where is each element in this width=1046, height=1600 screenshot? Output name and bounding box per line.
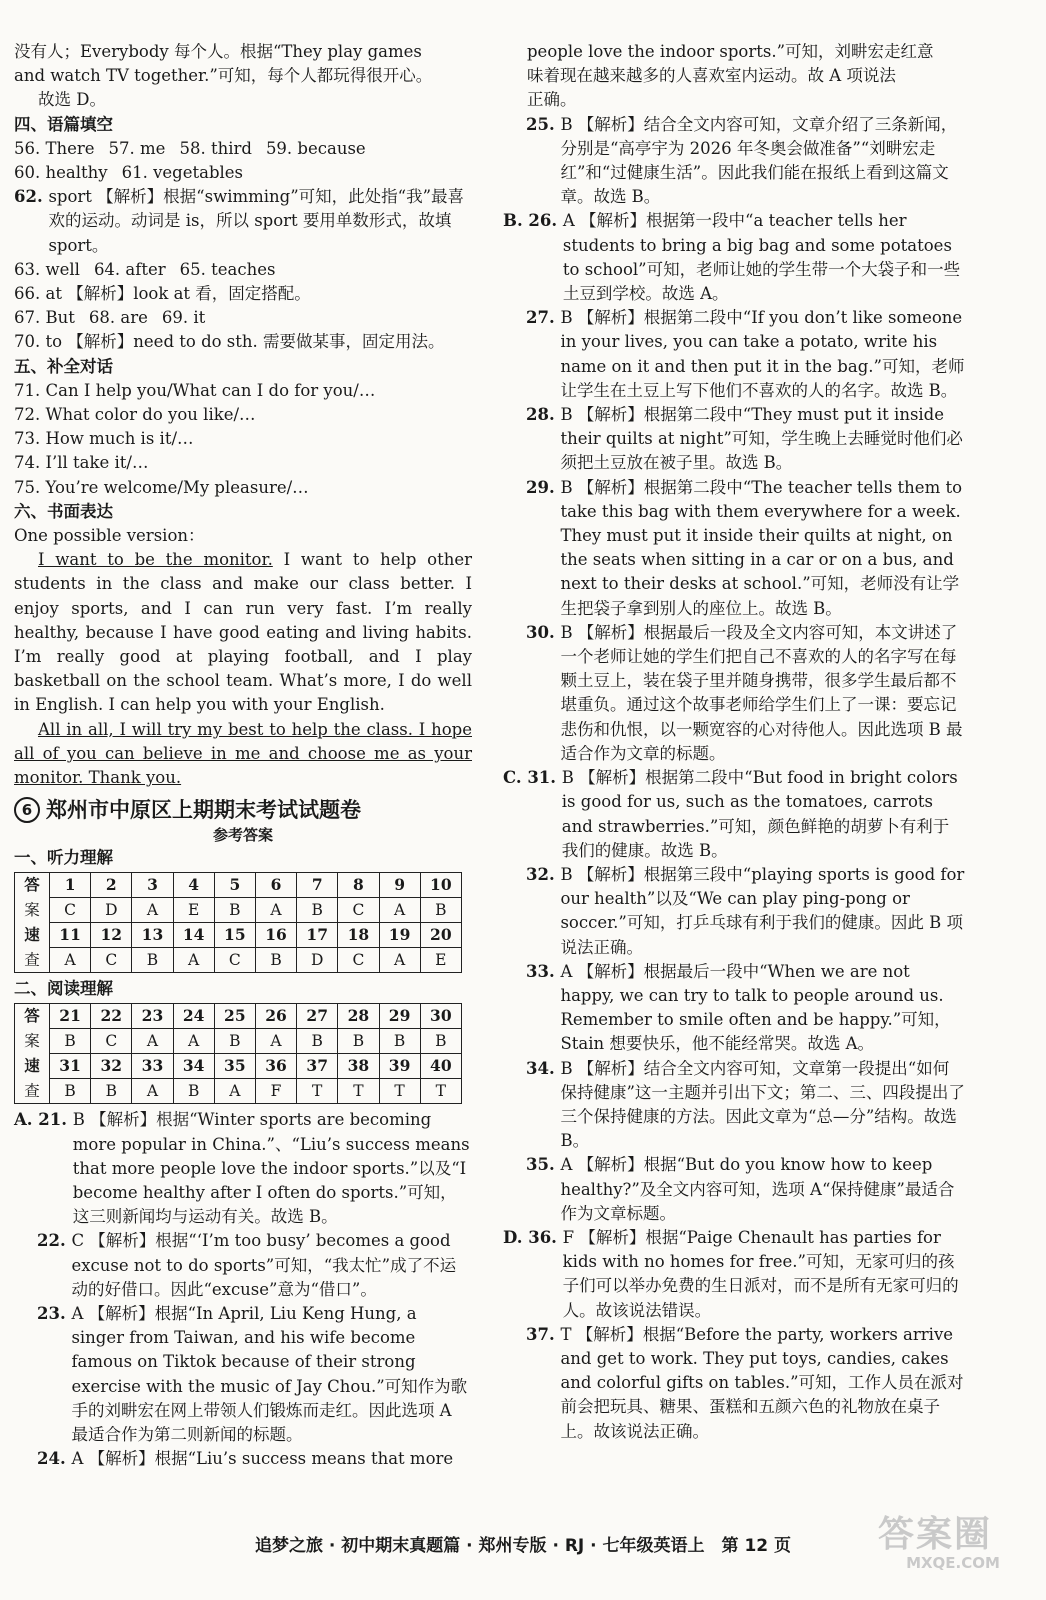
- answer-item: [503, 1323, 965, 1444]
- table-cell: B: [132, 948, 173, 973]
- answer-item: [14, 1108, 472, 1229]
- answer-row: [14, 306, 472, 330]
- table-cell: 10: [420, 872, 461, 897]
- item-text: C 【解析】根据“‘I’m too busy’ becomes a good excuse not to do sports”可知，“我太忙”成了不运动的好借口。因此“excuse”意为“借口”。: [71, 1231, 457, 1299]
- item-number: B. 26.: [503, 211, 563, 231]
- listening-answer-table: [14, 872, 462, 974]
- answer-item: [14, 1447, 472, 1471]
- table-cell: T: [379, 1079, 420, 1104]
- table-cell: B: [50, 1079, 91, 1104]
- dialogue-answer: 71. Can I help you/What can I do for you/…: [14, 380, 376, 400]
- table-cell: 22: [91, 1003, 132, 1028]
- watermark-url: MXQE.COM: [906, 1554, 1000, 1572]
- answer-item: 66. at 【解析】look at 看，固定搭配。: [14, 284, 311, 304]
- answer-item: [503, 1226, 965, 1323]
- table-cell: F: [255, 1079, 296, 1104]
- table-cell: 26: [255, 1003, 296, 1028]
- table-side-label: 答: [15, 872, 50, 897]
- table-cell: 9: [379, 872, 420, 897]
- table-cell: C: [338, 948, 379, 973]
- item-text: A 【解析】根据第一段中“a teacher tells her students to bring a big bag and some potatoes to school”可知，老师让她的学生带一个大袋子和一些土豆到学校。故选 A。: [562, 211, 961, 304]
- answer: 58. third: [179, 138, 252, 158]
- item-text: B 【解析】根据第二段中“They must put it inside their quilts at night”可知，学生晚上去睡觉时他们必须把土豆放在被子里。故选 B。: [560, 405, 963, 473]
- left-column: [14, 40, 472, 1471]
- intro-line: 没有人；Everybody 每个人。根据“They play games: [14, 42, 422, 61]
- table-cell: C: [214, 948, 255, 973]
- item-text: B 【解析】根据第二段中“If you don’t like someone in your lives, you can take a potato, write his name on it and then put it in the bag.”可知，老师让学生在土豆上写下他们不喜欢的人的名字。故选 B。: [560, 308, 965, 400]
- table-cell: T: [297, 1079, 338, 1104]
- section-title: 四、语篇填空: [14, 114, 113, 134]
- item-number: 29.: [503, 477, 561, 497]
- table-side-label: 答: [15, 1003, 50, 1028]
- table-cell: 1: [50, 872, 91, 897]
- table-cell: 15: [214, 922, 255, 947]
- table-cell: T: [338, 1079, 379, 1104]
- table-cell: B: [255, 948, 296, 973]
- paper-title-text: 郑州市中原区上期期末考试试题卷: [46, 798, 361, 823]
- table-cell: A: [255, 1028, 296, 1053]
- item-number: D. 36.: [503, 1227, 563, 1247]
- item-number: 24.: [14, 1449, 72, 1469]
- paper-title: [14, 796, 472, 824]
- table-cell: 18: [338, 922, 379, 947]
- dialogue-answer: 75. You’re welcome/My pleasure/…: [14, 477, 309, 497]
- item-text: B 【解析】根据“Winter sports are becoming more popular in China.”、“Liu’s success means that more people love the indoor sports.”以及“I become healthy after I often do sports.”可知，这三则新闻均与运动有关。故选 B。: [72, 1110, 470, 1227]
- table-cell: A: [173, 948, 214, 973]
- table-cell: 37: [297, 1053, 338, 1078]
- table-cell: A: [50, 948, 91, 973]
- item-number: 25.: [503, 114, 561, 134]
- table-cell: 8: [338, 872, 379, 897]
- answer: 65. teaches: [179, 259, 276, 279]
- item-text: A 【解析】根据最后一段中“When we are not happy, we can try to talk to people around us. Remember to smile often and be happy.”可知，Stain 想要快乐，他不能经常哭。故选 A。: [560, 961, 951, 1054]
- table-cell: 32: [91, 1053, 132, 1078]
- table-cell: B: [214, 897, 255, 922]
- table-cell: 31: [50, 1053, 91, 1078]
- intro-line: and watch TV together.”可知，每个人都玩得很开心。: [14, 66, 433, 86]
- table-cell: A: [132, 1079, 173, 1104]
- item-text: B 【解析】根据第三段中“playing sports is good for our health”以及“We can play ping-pong or soccer.”可知，打乒乓球有利于我们的健康。因此 B 项说法正确。: [560, 864, 965, 957]
- table-cell: D: [297, 948, 338, 973]
- table-cell: 35: [214, 1053, 255, 1078]
- table-cell: 28: [338, 1003, 379, 1028]
- item-number: 35.: [503, 1155, 561, 1175]
- continued-line: 味着现在越来越多的人喜欢室内运动。故 A 项说法: [527, 66, 896, 86]
- table-cell: B: [379, 1028, 420, 1053]
- table-cell: 40: [420, 1053, 461, 1078]
- intro-line: 故选 D。: [38, 90, 106, 110]
- table-cell: B: [420, 1028, 461, 1053]
- table-cell: B: [91, 1079, 132, 1104]
- table-cell: A: [132, 1028, 173, 1053]
- item-text: T 【解析】根据“Before the party, workers arrive and get to work. They put toys, candies, cakes and colorful gifts on tables.”可知，工作人员在派对前会把玩具、糖果、蛋糕和五颜六色的礼物放在桌子上。故该说法正确。: [560, 1324, 964, 1441]
- table-cell: B: [420, 897, 461, 922]
- answer-row: [14, 161, 472, 185]
- dialogue-answer: 73. How much is it/…: [14, 429, 194, 449]
- item-text: B 【解析】结合全文内容可知，文章第一段提出“如何保持健康”这一主题并引出下文；第二、三、四段提出了三个保持健康的方法。因此文章为“总—分”结构。故选 B。: [560, 1058, 965, 1151]
- table-cell: 29: [379, 1003, 420, 1028]
- item-number: A. 21.: [14, 1110, 73, 1130]
- answer-item: [14, 1302, 472, 1447]
- table-cell: 19: [379, 922, 420, 947]
- version-label: One possible version：: [14, 526, 205, 546]
- answer-subtitle: 参考答案: [212, 826, 273, 845]
- table-cell: E: [420, 948, 461, 973]
- watermark-text: 答案圈: [878, 1514, 993, 1555]
- answer-item: [503, 113, 965, 210]
- table-cell: C: [338, 897, 379, 922]
- table-cell: A: [379, 897, 420, 922]
- right-column: [503, 40, 965, 1444]
- item-number: 23.: [14, 1303, 72, 1323]
- table-cell: 38: [338, 1053, 379, 1078]
- section-title: 一、听力理解: [14, 848, 113, 868]
- table-cell: 39: [379, 1053, 420, 1078]
- table-cell: 30: [420, 1003, 461, 1028]
- table-cell: 20: [420, 922, 461, 947]
- table-cell: A: [214, 1079, 255, 1104]
- reading-answer-table: [14, 1003, 462, 1105]
- table-cell: B: [338, 1028, 379, 1053]
- continued-line: people love the indoor sports.”可知，刘畊宏走红意: [527, 42, 934, 61]
- watermark-logo: [878, 1515, 1028, 1585]
- table-cell: C: [91, 1028, 132, 1053]
- item-text: A 【解析】根据“In April, Liu Keng Hung, a singer from Taiwan, and his wife become famous on Tiktok because of their strong exercise with the music of Jay Chou.”可知作为歌手的刘畊宏在网上带领人们锻炼而走红。因此选项 A 最适合作为第二则新闻的标题。: [71, 1303, 468, 1444]
- answer-item: [503, 209, 965, 306]
- table-cell: A: [173, 1028, 214, 1053]
- table-cell: 5: [214, 872, 255, 897]
- section-title: 二、阅读理解: [14, 979, 113, 999]
- answer: 56. There: [14, 138, 95, 158]
- table-cell: 14: [173, 922, 214, 947]
- essay-underlined: I want to be the monitor.: [38, 550, 273, 570]
- item-text: B 【解析】根据第二段中“The teacher tells them to take this bag with them everywhere for a week. They must put it inside their quilts at night, on the seats when sitting in a car or on a bus, and next to their desks at school.”可知，老师没有让学生把袋子拿到别人的座位上。故选 B。: [560, 477, 963, 618]
- table-cell: 7: [297, 872, 338, 897]
- item-number: 27.: [503, 308, 561, 328]
- table-side-label: 查: [15, 948, 50, 973]
- table-side-label: 速: [15, 922, 50, 947]
- answer-item: [503, 403, 965, 476]
- item-number: C. 31.: [503, 768, 562, 788]
- table-cell: 36: [255, 1053, 296, 1078]
- table-cell: 12: [91, 922, 132, 947]
- answer: 69. it: [161, 308, 206, 328]
- answer-item: [503, 621, 965, 766]
- table-cell: 34: [173, 1053, 214, 1078]
- item-number: 37.: [503, 1324, 561, 1344]
- table-cell: 4: [173, 872, 214, 897]
- answer: 61. vegetables: [121, 163, 244, 183]
- answer-item: [14, 1229, 472, 1302]
- answer-item: 70. to 【解析】need to do sth. 需要做某事，固定用法。: [14, 332, 445, 352]
- table-cell: B: [50, 1028, 91, 1053]
- page-footer: 追梦之旅 · 初中期末真题篇 · 郑州专版 · RJ · 七年级英语上 第 12 页: [254, 1536, 792, 1556]
- table-side-label: 案: [15, 1028, 50, 1053]
- table-cell: 6: [255, 872, 296, 897]
- item-text: A 【解析】根据“But do you know how to keep healthy?”及全文内容可知，选项 A“保持健康”最适合作为文章标题。: [560, 1155, 955, 1223]
- answer-item: [503, 766, 965, 863]
- answer: 63. well: [14, 259, 80, 279]
- answer: 64. after: [93, 259, 166, 279]
- table-cell: C: [50, 897, 91, 922]
- answer-item: [503, 960, 965, 1057]
- table-cell: T: [420, 1079, 461, 1104]
- table-cell: B: [214, 1028, 255, 1053]
- essay-text: I want to help other students in the class and make our class better. I enjoy sports, and I can run very fast. I’m really healthy, because I have good eating and living habits. I’m really good at playing football, and I play basketball on the school team. What’s more, I do well in English. I can help you with your English.: [14, 550, 472, 715]
- paper-number: 6: [14, 797, 40, 823]
- table-cell: 27: [297, 1003, 338, 1028]
- table-cell: C: [91, 948, 132, 973]
- item-number: 32.: [503, 864, 561, 884]
- table-side-label: 查: [15, 1079, 50, 1104]
- table-cell: A: [132, 897, 173, 922]
- table-cell: A: [379, 948, 420, 973]
- answer: 59. because: [265, 138, 366, 158]
- table-cell: B: [297, 897, 338, 922]
- item-text: B 【解析】结合全文内容可知，文章介绍了三条新闻，分别是“高亭宇为 2026 年冬奥会做准备”“刘畊宏走红”和“过健康生活”。因此我们能在报纸上看到这篇文章。故选 B。: [560, 114, 958, 207]
- section-title: 五、补全对话: [14, 356, 113, 376]
- item-number: 33.: [503, 961, 561, 981]
- table-cell: B: [297, 1028, 338, 1053]
- essay-paragraph: All in all, I will try my best to help the class. I hope all of you can believe in me and choose me as your monitor. Thank you.: [14, 719, 472, 788]
- table-cell: 3: [132, 872, 173, 897]
- item-number: 34.: [503, 1058, 561, 1078]
- table-cell: D: [91, 897, 132, 922]
- answer-item: [14, 185, 472, 258]
- table-cell: B: [173, 1079, 214, 1104]
- table-cell: 23: [132, 1003, 173, 1028]
- continued-line: 正确。: [527, 90, 577, 110]
- table-cell: 17: [297, 922, 338, 947]
- answer: 68. are: [88, 308, 148, 328]
- item-number: 30.: [503, 622, 561, 642]
- table-cell: 21: [50, 1003, 91, 1028]
- essay-paragraph: [14, 548, 472, 717]
- item-number: 62.: [14, 187, 49, 207]
- table-cell: 11: [50, 922, 91, 947]
- answer: 57. me: [108, 138, 166, 158]
- answer-row: [14, 137, 472, 161]
- dialogue-answer: 72. What color do you like/…: [14, 405, 256, 425]
- answer-row: [14, 258, 472, 282]
- answer: 60. healthy: [14, 163, 108, 183]
- answer-item: [503, 306, 965, 403]
- table-cell: 16: [255, 922, 296, 947]
- table-side-label: 速: [15, 1053, 50, 1078]
- item-number: 22.: [14, 1231, 72, 1251]
- answer-item: [503, 1153, 965, 1226]
- table-side-label: 案: [15, 897, 50, 922]
- table-cell: 33: [132, 1053, 173, 1078]
- table-cell: 25: [214, 1003, 255, 1028]
- section-title: 六、书面表达: [14, 501, 113, 521]
- answer-item: [503, 1057, 965, 1154]
- table-cell: E: [173, 897, 214, 922]
- answer-item: [503, 863, 965, 960]
- item-text: F 【解析】根据“Paige Chenault has parties for kids with no homes for free.”可知，无家可归的孩子们可以举办免费的生日派对，而不是所有无家可归的人。故该说法错误。: [562, 1227, 959, 1320]
- answer: 67. But: [14, 308, 75, 328]
- item-text: sport 【解析】根据“swimming”可知，此处指“我”最喜欢的运动。动词是 is，所以 sport 要用单数形式，故填 sport。: [48, 187, 465, 255]
- item-text: A 【解析】根据“Liu’s success means that more: [71, 1449, 454, 1469]
- table-cell: 24: [173, 1003, 214, 1028]
- item-text: B 【解析】根据最后一段及全文内容可知，本文讲述了一个老师让她的学生们把自己不喜欢的人的名字写在每颗土豆上，装在袋子里并随身携带，很多学生最后都不堪重负。通过这个故事老师给学生们上了一课：要忘记悲伤和仇恨，以一颗宽容的心对待他人。因此选项 B 最适合作为文章的标题。: [560, 622, 963, 763]
- dialogue-answer: 74. I’ll take it/…: [14, 453, 149, 473]
- item-text: B 【解析】根据第二段中“But food in bright colors is good for us, such as the tomatoes, carrots and strawberries.”可知，颜色鲜艳的胡萝卜有利于我们的健康。故选 B。: [561, 768, 958, 860]
- table-cell: 2: [91, 872, 132, 897]
- answer-item: [503, 476, 965, 621]
- table-cell: A: [255, 897, 296, 922]
- item-number: 28.: [503, 405, 561, 425]
- table-cell: 13: [132, 922, 173, 947]
